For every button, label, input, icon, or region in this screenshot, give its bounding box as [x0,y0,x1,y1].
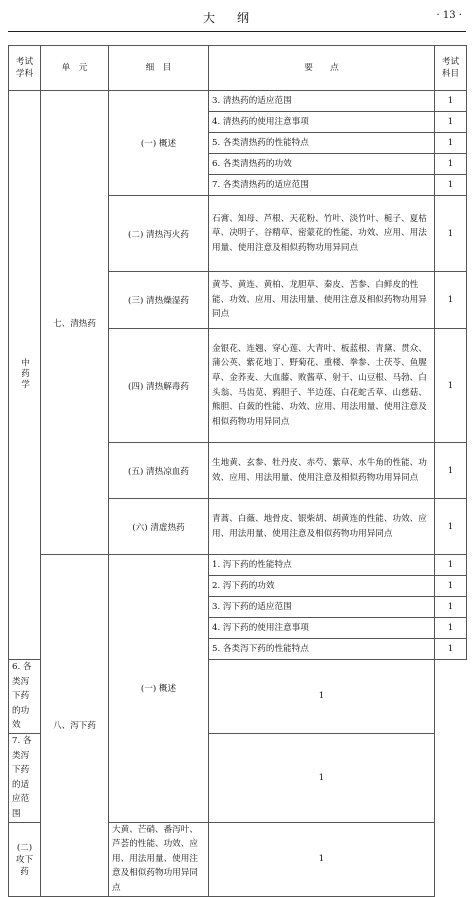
exam-value: 1 [209,660,435,734]
unit-cell: 八、泻下药 [41,555,109,897]
page-number: · 13 · [436,10,462,21]
point-cell: 3. 泻下药的适应范围 [209,597,435,618]
exam-value: 1 [209,822,435,896]
column-header-detail: 细 目 [109,46,209,91]
exam-value: 1 [209,733,435,822]
exam-value: 1 [435,443,467,499]
point-cell: 6. 各类清热药的功效 [209,154,435,175]
point-cell: 金银花、连翘、穿心莲、大青叶、板蓝根、青黛、贯众、蒲公英、紫花地丁、野菊花、重楼、拳参、土茯苓、鱼腥草、金荞麦、大血藤、败酱草、射干、山豆根、马勃、白头翁、马齿苋、鸦胆子、半边莲、白花蛇舌草、山慈菇、熊胆、白蔹的性能、功效、应用、用法用量、使用注意及相似药物功用异同点 [209,329,435,443]
point-cell: 5. 各类清热药的性能特点 [209,133,435,154]
point-cell: 1. 泻下药的性能特点 [209,555,435,576]
point-cell: 6. 各类泻下药的功效 [9,660,41,734]
point-cell: 青蒿、白薇、地骨皮、银柴胡、胡黄连的性能、功效、应用、用法用量、使用注意及相似药物功用异同点 [209,499,435,555]
syllabus-table [8,45,467,897]
point-cell: 3. 清热药的适应范围 [209,91,435,112]
unit-cell: 七、清热药 [41,91,109,555]
exam-value: 1 [435,555,467,576]
table-row [9,91,467,112]
detail-cell: (五) 清热凉血药 [109,443,209,499]
table-header-row [9,46,467,91]
point-cell: 7. 各类泻下药的适应范围 [9,733,41,822]
exam-value: 1 [435,576,467,597]
exam-value: 1 [435,272,467,329]
point-cell: 石膏、知母、芦根、天花粉、竹叶、淡竹叶、栀子、夏枯草、决明子、谷精草、密蒙花的性能、功效、应用、用法用量、使用注意及相似药物功用异同点 [209,196,435,272]
detail-cell: (一) 概述 [109,91,209,196]
point-cell: 大黄、芒硝、番泻叶、芦荟的性能、功效、应用、用法用量、使用注意及相似药物功用异同点 [109,822,209,896]
point-cell: 生地黄、玄参、牡丹皮、赤芍、紫草、水牛角的性能、功效、应用、用法用量、使用注意及相似药物功用异同点 [209,443,435,499]
column-header-points: 要 点 [209,46,435,91]
page-header [0,0,474,34]
exam-value: 1 [435,618,467,639]
exam-value: 1 [435,499,467,555]
header-title: 大纲 [202,11,271,25]
point-cell: 4. 清热药的使用注意事项 [209,112,435,133]
detail-cell: (二) 攻下药 [9,822,41,896]
point-cell: 4. 泻下药的使用注意事项 [209,618,435,639]
detail-cell: (三) 清热燥湿药 [109,272,209,329]
exam-value: 1 [435,329,467,443]
header-rule [8,31,466,32]
detail-cell: (四) 清热解毒药 [109,329,209,443]
exam-value: 1 [435,639,467,660]
point-cell: 2. 泻下药的功效 [209,576,435,597]
column-header-exam: 考试 科目 [435,46,467,91]
subject-cell [9,91,41,660]
detail-cell: (一) 概述 [109,555,209,823]
point-cell: 5. 各类泻下药的性能特点 [209,639,435,660]
point-cell: 7. 各类清热药的适应范围 [209,175,435,196]
exam-value: 1 [435,154,467,175]
exam-value: 1 [435,112,467,133]
exam-value: 1 [435,175,467,196]
column-header-subject: 考试 学科 [9,46,41,91]
point-cell: 黄芩、黄连、黄柏、龙胆草、秦皮、苦参、白鲜皮的性能、功效、应用、用法用量、使用注意及相似药物功用异同点 [209,272,435,329]
exam-value: 1 [435,196,467,272]
exam-value: 1 [435,133,467,154]
detail-cell: (六) 清虚热药 [109,499,209,555]
column-header-unit: 单 元 [41,46,109,91]
detail-cell: (二) 清热泻火药 [109,196,209,272]
table-row [9,555,467,576]
subject-label: 中药学 [19,357,30,390]
exam-value: 1 [435,91,467,112]
exam-value: 1 [435,597,467,618]
